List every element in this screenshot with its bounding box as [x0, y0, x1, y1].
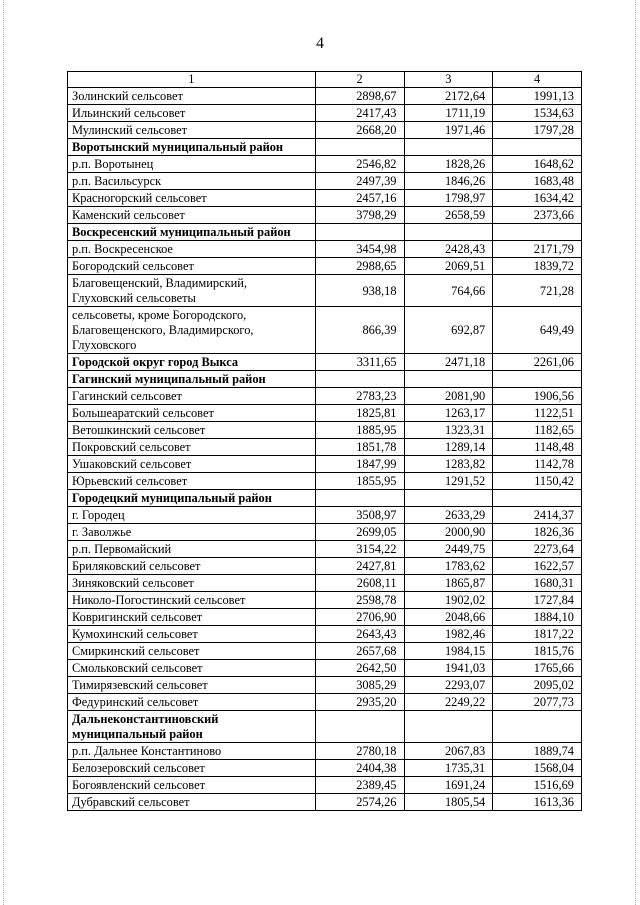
- municipality-name-cell: Мулинский сельсовет: [68, 122, 316, 139]
- municipality-name-cell: р.п. Васильсурск: [68, 173, 316, 190]
- value-cell-col2: 2780,18: [315, 743, 404, 760]
- value-cell-col3: 2172,64: [404, 88, 493, 105]
- value-cell-col3: 1971,46: [404, 122, 493, 139]
- value-cell-col3: [404, 224, 493, 241]
- table-row: [68, 677, 582, 694]
- value-cell-col3: 2249,22: [404, 694, 493, 711]
- value-cell-col2: 1825,81: [315, 405, 404, 422]
- table-row: [68, 156, 582, 173]
- value-cell-col3: 1798,97: [404, 190, 493, 207]
- value-cell-col4: 2077,73: [493, 694, 582, 711]
- value-cell-col4: [493, 224, 582, 241]
- municipality-name-cell: р.п. Первомайский: [68, 541, 316, 558]
- value-cell-col2: 1855,95: [315, 473, 404, 490]
- value-cell-col2: 2657,68: [315, 643, 404, 660]
- table-row: [68, 558, 582, 575]
- table-row: [68, 660, 582, 677]
- table-row: [68, 643, 582, 660]
- value-cell-col4: 1906,56: [493, 388, 582, 405]
- table-row: [68, 207, 582, 224]
- value-cell-col2: 2457,16: [315, 190, 404, 207]
- value-cell-col4: 2261,06: [493, 354, 582, 371]
- municipality-name-cell: сельсоветы, кроме Богородского, Благовещенского, Владимирского, Глуховского: [68, 307, 316, 354]
- table-row: [68, 307, 582, 354]
- value-cell-col4: 1765,66: [493, 660, 582, 677]
- data-table: [67, 71, 582, 811]
- section-header-row: [68, 224, 582, 241]
- value-cell-col4: 1797,28: [493, 122, 582, 139]
- section-header-row: [68, 371, 582, 388]
- value-cell-col2: 2706,90: [315, 609, 404, 626]
- value-cell-col3: 2471,18: [404, 354, 493, 371]
- value-cell-col4: 1839,72: [493, 258, 582, 275]
- table-row: [68, 88, 582, 105]
- table-row: [68, 122, 582, 139]
- table-row: [68, 241, 582, 258]
- municipality-name-cell: Ветошкинский сельсовет: [68, 422, 316, 439]
- municipality-name-cell: Федуринский сельсовет: [68, 694, 316, 711]
- value-cell-col2: 2668,20: [315, 122, 404, 139]
- value-cell-col3: 2293,07: [404, 677, 493, 694]
- table-row: [68, 105, 582, 122]
- table-row: [68, 456, 582, 473]
- value-cell-col4: 1150,42: [493, 473, 582, 490]
- value-cell-col4: 2373,66: [493, 207, 582, 224]
- table-row: [68, 592, 582, 609]
- value-cell-col2: 2417,43: [315, 105, 404, 122]
- section-name-cell: Воскресенский муниципальный район: [68, 224, 316, 241]
- municipality-name-cell: р.п. Воскресенское: [68, 241, 316, 258]
- value-cell-col3: 1846,26: [404, 173, 493, 190]
- value-cell-col2: 1851,78: [315, 439, 404, 456]
- value-cell-col2: 3311,65: [315, 354, 404, 371]
- value-cell-col3: [404, 139, 493, 156]
- municipality-name-cell: Большеаратский сельсовет: [68, 405, 316, 422]
- value-cell-col4: [493, 371, 582, 388]
- value-cell-col3: 1323,31: [404, 422, 493, 439]
- value-cell-col2: 2643,43: [315, 626, 404, 643]
- value-cell-col4: 1817,22: [493, 626, 582, 643]
- value-cell-col4: 1122,51: [493, 405, 582, 422]
- municipality-name-cell: Золинский сельсовет: [68, 88, 316, 105]
- value-cell-col3: 1289,14: [404, 439, 493, 456]
- value-cell-col3: 1283,82: [404, 456, 493, 473]
- table-row: [68, 609, 582, 626]
- table-row: [68, 794, 582, 811]
- municipality-name-cell: Богоявленский сельсовет: [68, 777, 316, 794]
- value-cell-col3: 2633,29: [404, 507, 493, 524]
- column-header: 1: [68, 72, 316, 88]
- value-cell-col2: 2546,82: [315, 156, 404, 173]
- value-cell-col2: [315, 371, 404, 388]
- value-cell-col2: 3085,29: [315, 677, 404, 694]
- value-cell-col4: 721,28: [493, 275, 582, 307]
- municipality-name-cell: Благовещенский, Владимирский, Глуховский сельсоветы: [68, 275, 316, 307]
- value-cell-col3: 1735,31: [404, 760, 493, 777]
- table-row: [68, 388, 582, 405]
- value-cell-col2: 2642,50: [315, 660, 404, 677]
- value-cell-col2: 1847,99: [315, 456, 404, 473]
- value-cell-col2: 2497,39: [315, 173, 404, 190]
- municipality-name-cell: Бриляковский сельсовет: [68, 558, 316, 575]
- value-cell-col4: 1727,84: [493, 592, 582, 609]
- section-name-cell: Городецкий муниципальный район: [68, 490, 316, 507]
- value-cell-col4: 2273,64: [493, 541, 582, 558]
- value-cell-col4: [493, 490, 582, 507]
- table-row: [68, 405, 582, 422]
- scan-edge-left: [3, 0, 5, 905]
- municipality-name-cell: Николо-Погостинский сельсовет: [68, 592, 316, 609]
- municipality-name-cell: р.п. Воротынец: [68, 156, 316, 173]
- value-cell-col3: 1984,15: [404, 643, 493, 660]
- table-header-row: [68, 72, 582, 88]
- value-cell-col2: 2608,11: [315, 575, 404, 592]
- value-cell-col3: 2658,59: [404, 207, 493, 224]
- table-row: [68, 422, 582, 439]
- value-cell-col3: 1291,52: [404, 473, 493, 490]
- section-name-cell: Гагинский муниципальный район: [68, 371, 316, 388]
- table-row: [68, 275, 582, 307]
- municipality-name-cell: Смиркинский сельсовет: [68, 643, 316, 660]
- table-row: [68, 473, 582, 490]
- scan-edge-right: [635, 0, 637, 905]
- value-cell-col2: 2783,23: [315, 388, 404, 405]
- value-cell-col4: 1889,74: [493, 743, 582, 760]
- value-cell-col3: 1783,62: [404, 558, 493, 575]
- table-row: [68, 173, 582, 190]
- value-cell-col4: 1613,36: [493, 794, 582, 811]
- value-cell-col4: 1826,36: [493, 524, 582, 541]
- table-row: [68, 190, 582, 207]
- value-cell-col3: 1982,46: [404, 626, 493, 643]
- value-cell-col2: [315, 490, 404, 507]
- value-cell-col3: 1711,19: [404, 105, 493, 122]
- value-cell-col4: 1683,48: [493, 173, 582, 190]
- value-cell-col4: 2095,02: [493, 677, 582, 694]
- value-cell-col3: 1865,87: [404, 575, 493, 592]
- municipality-name-cell: Белозеровский сельсовет: [68, 760, 316, 777]
- value-cell-col2: 938,18: [315, 275, 404, 307]
- column-header: 2: [315, 72, 404, 88]
- value-cell-col4: [493, 711, 582, 743]
- value-cell-col2: 3798,29: [315, 207, 404, 224]
- value-cell-col2: 1885,95: [315, 422, 404, 439]
- value-cell-col2: 3154,22: [315, 541, 404, 558]
- value-cell-col3: 1941,03: [404, 660, 493, 677]
- value-cell-col2: 2427,81: [315, 558, 404, 575]
- table-row: [68, 524, 582, 541]
- section-name-cell: Городской округ город Выкса: [68, 354, 316, 371]
- value-cell-col3: 2081,90: [404, 388, 493, 405]
- municipality-name-cell: Зиняковский сельсовет: [68, 575, 316, 592]
- value-cell-col3: 764,66: [404, 275, 493, 307]
- value-cell-col3: 2428,43: [404, 241, 493, 258]
- table-row: [68, 439, 582, 456]
- municipality-name-cell: Ильинский сельсовет: [68, 105, 316, 122]
- value-cell-col3: [404, 371, 493, 388]
- municipality-name-cell: р.п. Дальнее Константиново: [68, 743, 316, 760]
- value-cell-col2: 3508,97: [315, 507, 404, 524]
- municipality-name-cell: Каменский сельсовет: [68, 207, 316, 224]
- municipality-name-cell: Юрьевский сельсовет: [68, 473, 316, 490]
- value-cell-col3: 1691,24: [404, 777, 493, 794]
- value-cell-col4: 1680,31: [493, 575, 582, 592]
- table-row: [68, 777, 582, 794]
- value-cell-col2: 3454,98: [315, 241, 404, 258]
- table-row: [68, 760, 582, 777]
- value-cell-col4: 1148,48: [493, 439, 582, 456]
- value-cell-col2: [315, 139, 404, 156]
- municipality-name-cell: Богородский сельсовет: [68, 258, 316, 275]
- municipality-name-cell: Смольковский сельсовет: [68, 660, 316, 677]
- table-row: [68, 694, 582, 711]
- value-cell-col3: 1805,54: [404, 794, 493, 811]
- value-cell-col4: 1534,63: [493, 105, 582, 122]
- section-header-row: [68, 490, 582, 507]
- value-cell-col2: 2389,45: [315, 777, 404, 794]
- value-cell-col4: 1182,65: [493, 422, 582, 439]
- value-cell-col4: 1142,78: [493, 456, 582, 473]
- value-cell-col2: 2699,05: [315, 524, 404, 541]
- value-cell-col2: 2574,26: [315, 794, 404, 811]
- table-row: [68, 507, 582, 524]
- value-cell-col4: 2414,37: [493, 507, 582, 524]
- value-cell-col4: 1991,13: [493, 88, 582, 105]
- value-cell-col3: 2048,66: [404, 609, 493, 626]
- value-cell-col3: 1902,02: [404, 592, 493, 609]
- municipality-name-cell: Дубравский сельсовет: [68, 794, 316, 811]
- column-header: 3: [404, 72, 493, 88]
- value-cell-col2: 866,39: [315, 307, 404, 354]
- municipality-name-cell: Тимирязевский сельсовет: [68, 677, 316, 694]
- value-cell-col3: [404, 711, 493, 743]
- value-cell-col4: 1622,57: [493, 558, 582, 575]
- municipality-name-cell: Ковригинский сельсовет: [68, 609, 316, 626]
- value-cell-col2: 2898,67: [315, 88, 404, 105]
- value-cell-col2: 2988,65: [315, 258, 404, 275]
- value-cell-col4: 1815,76: [493, 643, 582, 660]
- municipality-name-cell: Покровский сельсовет: [68, 439, 316, 456]
- municipality-name-cell: Ушаковский сельсовет: [68, 456, 316, 473]
- value-cell-col4: 649,49: [493, 307, 582, 354]
- municipality-name-cell: Красногорский сельсовет: [68, 190, 316, 207]
- table-body: [68, 88, 582, 811]
- municipality-name-cell: Кумохинский сельсовет: [68, 626, 316, 643]
- table-row: [68, 626, 582, 643]
- value-cell-col4: 2171,79: [493, 241, 582, 258]
- value-cell-col3: 1263,17: [404, 405, 493, 422]
- value-cell-col4: [493, 139, 582, 156]
- value-cell-col4: 1634,42: [493, 190, 582, 207]
- column-header: 4: [493, 72, 582, 88]
- section-name-cell: Воротынский муниципальный район: [68, 139, 316, 156]
- value-cell-col2: 2935,20: [315, 694, 404, 711]
- value-cell-col2: [315, 224, 404, 241]
- municipality-name-cell: Гагинский сельсовет: [68, 388, 316, 405]
- value-cell-col4: 1884,10: [493, 609, 582, 626]
- section-header-row: [68, 139, 582, 156]
- value-cell-col2: 2598,78: [315, 592, 404, 609]
- value-cell-col3: [404, 490, 493, 507]
- table-row: [68, 258, 582, 275]
- value-cell-col2: [315, 711, 404, 743]
- value-cell-col3: 2067,83: [404, 743, 493, 760]
- page-number: 4: [316, 35, 324, 52]
- value-cell-col3: 2069,51: [404, 258, 493, 275]
- value-cell-col2: 2404,38: [315, 760, 404, 777]
- table-row: [68, 541, 582, 558]
- table-row: [68, 575, 582, 592]
- value-cell-col3: 2449,75: [404, 541, 493, 558]
- section-name-cell: Дальнеконстантиновский муниципальный район: [68, 711, 316, 743]
- municipality-name-cell: г. Заволжье: [68, 524, 316, 541]
- table-row: [68, 743, 582, 760]
- value-cell-col3: 692,87: [404, 307, 493, 354]
- value-cell-col3: 2000,90: [404, 524, 493, 541]
- value-cell-col3: 1828,26: [404, 156, 493, 173]
- value-cell-col4: 1516,69: [493, 777, 582, 794]
- section-header-row: [68, 354, 582, 371]
- value-cell-col4: 1648,62: [493, 156, 582, 173]
- municipality-name-cell: г. Городец: [68, 507, 316, 524]
- value-cell-col4: 1568,04: [493, 760, 582, 777]
- section-header-row: [68, 711, 582, 743]
